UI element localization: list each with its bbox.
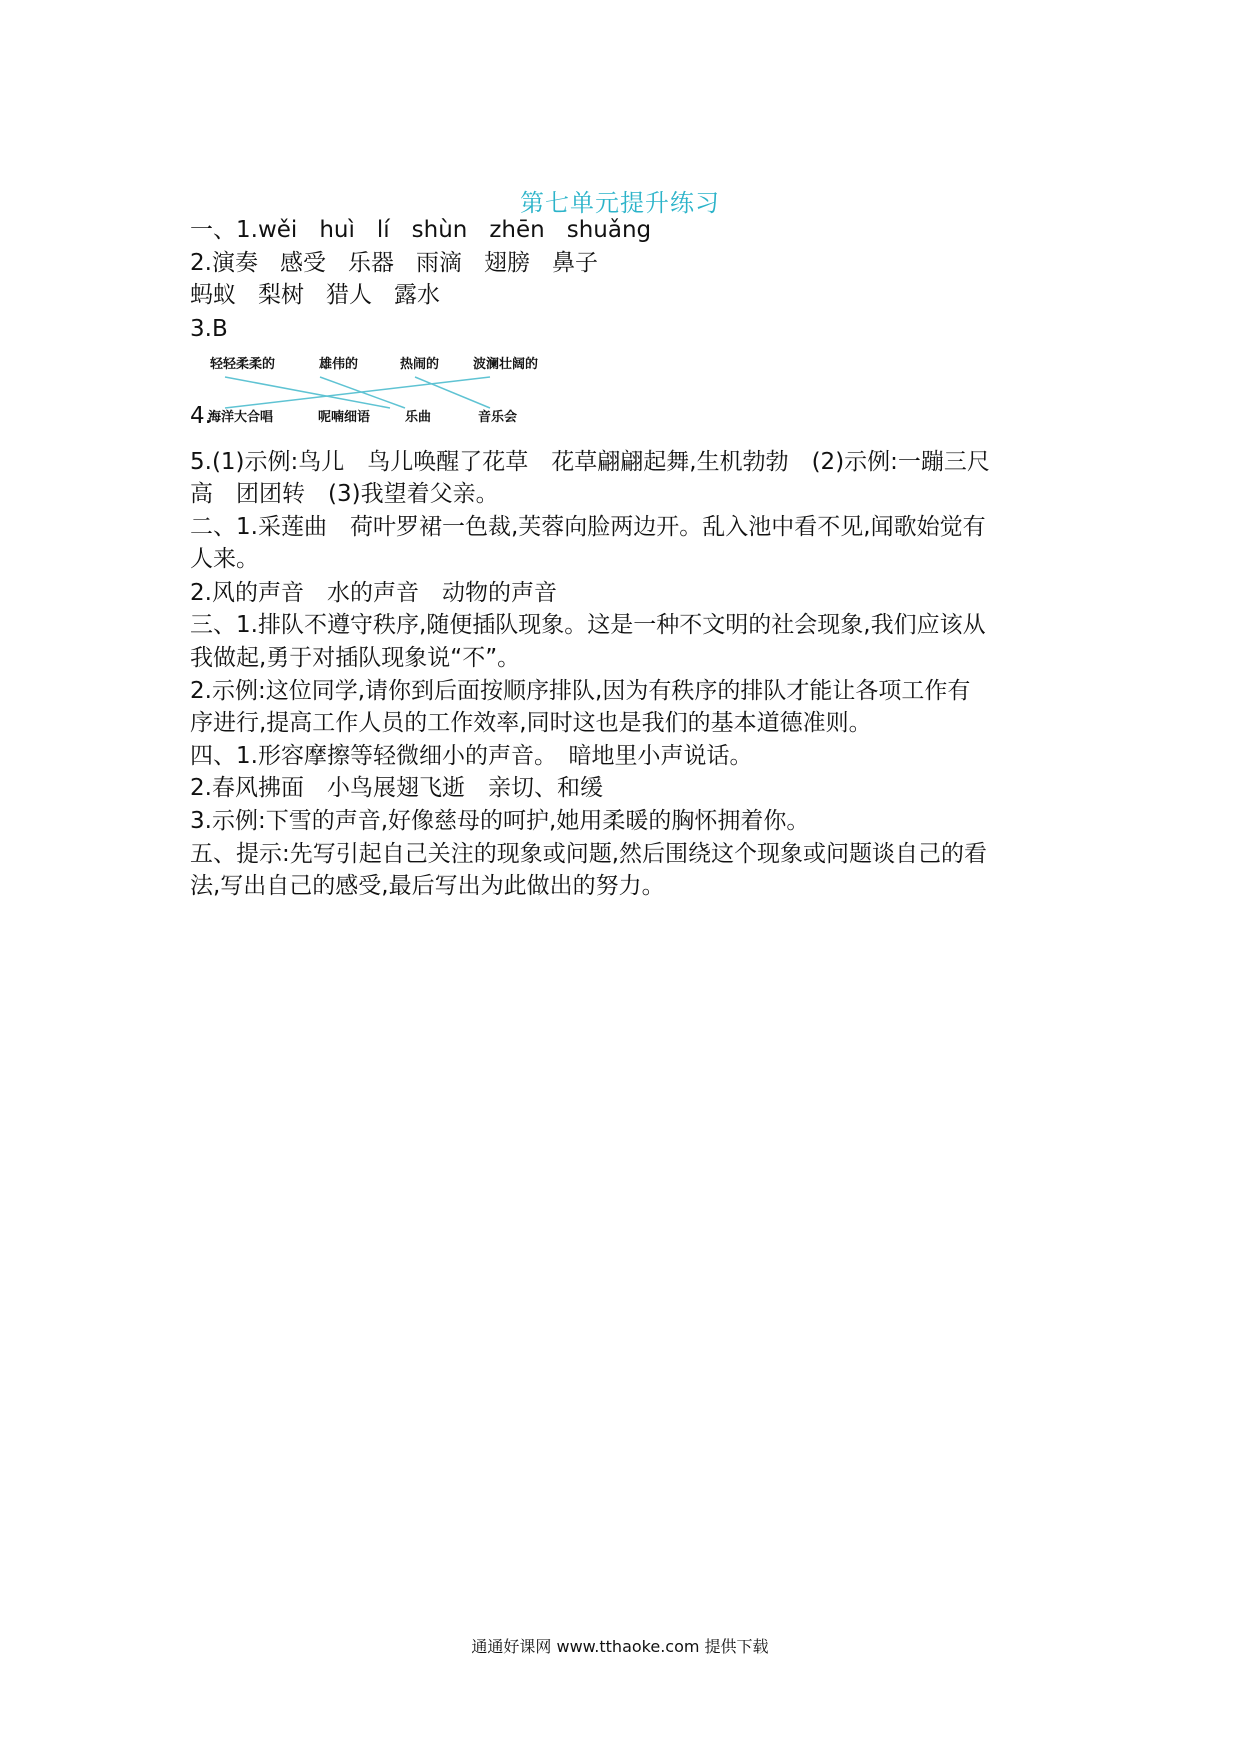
pinyin-item: lí	[376, 217, 390, 243]
word-item: 梨树	[258, 282, 304, 308]
pinyin-item: huì	[319, 217, 355, 243]
match-top-word: 热闹的	[400, 357, 440, 372]
match-top-word: 轻轻柔柔的	[210, 357, 276, 372]
q4-3-answer: 3.示例:下雪的声音,好像慈母的呵护,她用柔暖的胸怀拥着你。	[190, 808, 810, 834]
match-bottom-word: 乐曲	[405, 410, 432, 425]
word-item: 雨滴	[415, 250, 462, 276]
q2-1-line2: 人来。	[190, 546, 259, 572]
q1-5-line1: 5.(1)示例:鸟儿 鸟儿唤醒了花草 花草翩翩起舞,生机勃勃 (2)示例:一蹦三尺	[190, 449, 990, 475]
q1-4-matching-diagram	[190, 355, 590, 430]
word-item: 乐器	[347, 250, 394, 276]
q5-line2: 法,写出自己的感受,最后写出为此做出的努力。	[190, 873, 665, 899]
q2-2-answer: 2.风的声音 水的声音 动物的声音	[190, 580, 557, 606]
word-item: 露水	[394, 282, 440, 308]
q1-1-pinyin	[190, 215, 1070, 246]
word-item: 猎人	[326, 282, 372, 308]
q1-2-prefix: 2.	[190, 250, 212, 276]
q3-2-line2: 序进行,提高工作人员的工作效率,同时这也是我们的基本道德准则。	[190, 710, 872, 736]
q5-line1: 五、提示:先写引起自己关注的现象或问题,然后围绕这个现象或问题谈自己的看	[190, 841, 988, 867]
q1-3-answer: 3.B	[190, 316, 228, 342]
pinyin-item: zhēn	[489, 217, 545, 243]
q4-2-answer: 2.春风拂面 小鸟展翅飞逝 亲切、和缓	[190, 775, 603, 801]
q1-4-prefix: 4.	[190, 403, 212, 429]
match-line	[225, 377, 490, 408]
word-item: 演奏	[211, 250, 258, 276]
q1-5-line2: 高 团团转 (3)我望着父亲。	[190, 481, 499, 507]
q2-1-line1: 二、1.采莲曲 荷叶罗裙一色裁,芙蓉向脸两边开。乱入池中看不见,闻歌始觉有	[190, 514, 986, 540]
q4-1-answer: 四、1.形容摩擦等轻微细小的声音。 暗地里小声说话。	[190, 743, 753, 769]
q3-1-line2: 我做起,勇于对插队现象说“不”。	[190, 645, 521, 671]
pinyin-item: shuǎng	[566, 217, 652, 243]
q1-2-words-row2	[190, 280, 1070, 311]
match-bottom-word: 呢喃细语	[318, 410, 371, 425]
match-top-word: 雄伟的	[319, 357, 359, 372]
match-bottom-word: 音乐会	[478, 410, 518, 425]
q3-2-line1: 2.示例:这位同学,请你到后面按顺序排队,因为有秩序的排队才能让各项工作有	[190, 678, 971, 704]
pinyin-item: shùn	[411, 217, 468, 243]
word-item: 蚂蚁	[190, 282, 236, 308]
match-line	[225, 377, 390, 408]
word-item: 鼻子	[551, 250, 598, 276]
q1-2-words-row1	[190, 248, 1070, 279]
word-item: 翅膀	[483, 250, 530, 276]
word-item: 感受	[279, 250, 326, 276]
page-title: 第七单元提升练习	[520, 189, 720, 217]
q1-1-prefix: 一、1.	[190, 217, 258, 243]
match-bottom-word: 海洋大合唱	[208, 410, 274, 425]
match-top-word: 波澜壮阔的	[473, 357, 539, 372]
q3-1-line1: 三、1.排队不遵守秩序,随便插队现象。这是一种不文明的社会现象,我们应该从	[190, 612, 986, 638]
pinyin-item: wěi	[257, 217, 298, 243]
footer-source: 通通好课网 www.tthaoke.com 提供下载	[471, 1637, 769, 1656]
